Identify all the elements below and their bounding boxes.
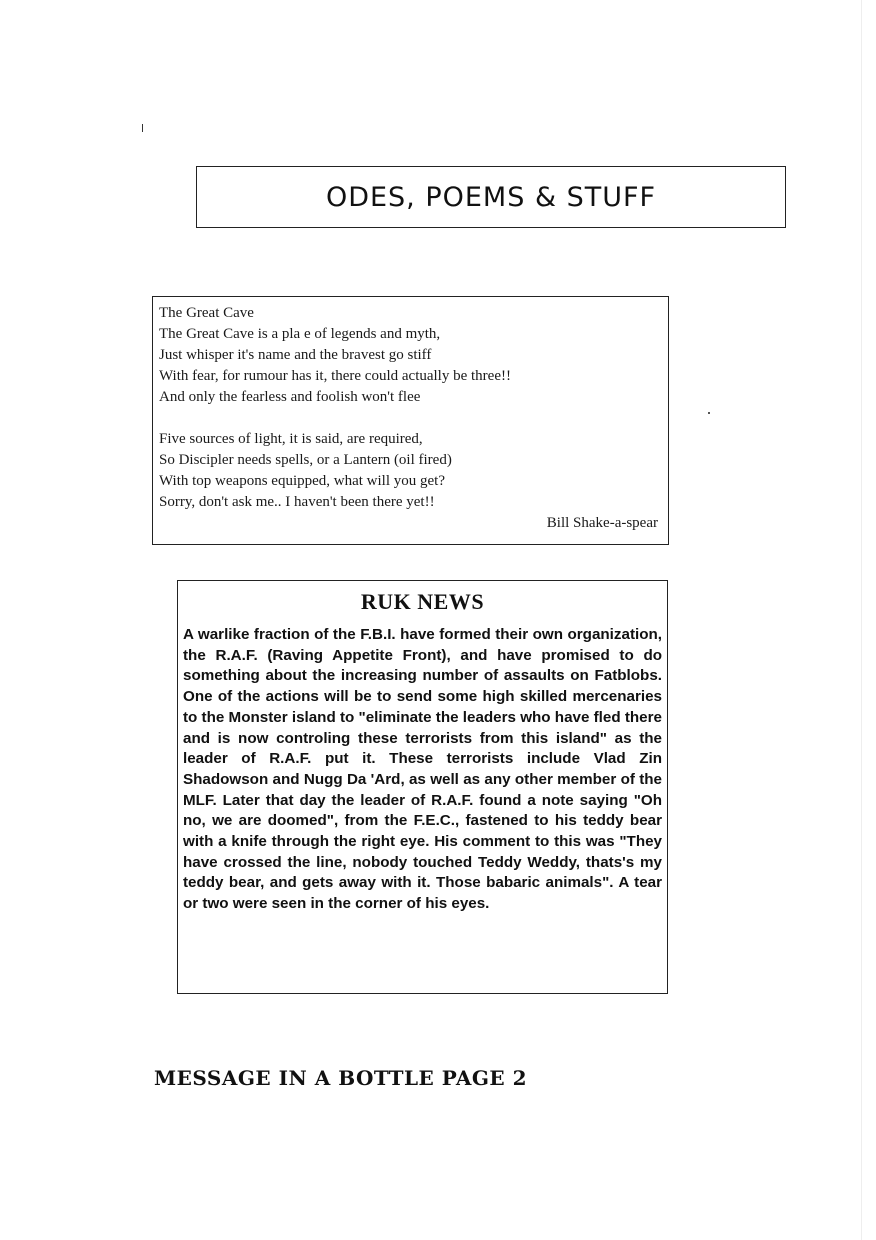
poem-line: The Great Cave is a pla e of legends and myth, bbox=[159, 326, 441, 342]
poem-line: So Discipler needs spells, or a Lantern (oil fired) bbox=[159, 452, 452, 468]
section-title: ODES, POEMS & STUFF bbox=[325, 181, 657, 213]
stanza-gap bbox=[159, 408, 662, 429]
poem-line: Five sources of light, it is said, are required, bbox=[159, 431, 423, 447]
stray-dot bbox=[708, 412, 710, 414]
poem-box bbox=[152, 296, 669, 545]
poem-author: Bill Shake-a-spear bbox=[546, 515, 658, 531]
poem-line: With fear, for rumour has it, there could actually be three!! bbox=[159, 368, 511, 384]
section-header-box bbox=[196, 166, 786, 228]
poem-line: With top weapons equipped, what will you get? bbox=[159, 473, 446, 489]
poem-line: And only the fearless and foolish won't flee bbox=[159, 389, 421, 405]
poem-title: The Great Cave bbox=[159, 305, 254, 321]
footer-title: MESSAGE IN A BOTTLE PAGE 2 bbox=[154, 1066, 528, 1090]
news-title: RUK NEWS bbox=[360, 589, 485, 614]
page-edge-shadow bbox=[861, 0, 862, 1240]
stray-mark bbox=[142, 124, 143, 132]
poem-line: Sorry, don't ask me.. I haven't been there yet!! bbox=[159, 494, 435, 510]
poem-line: Just whisper it's name and the bravest go stiff bbox=[159, 347, 432, 363]
news-body: A warlike fraction of the F.B.I. have formed their own organization, the R.A.F. (Raving Appetite Front), and have promised to do something about the increasing number of assaults on Fatblobs. One of the actions will be to send some high skilled mercenaries to the Monster island to "eliminate the leaders who have fled there and is now controling these terrorists from this island" as the leader of R.A.F. put it. These terrorists include Vlad Zin Shadowson and Nugg Da 'Ard, as well as any other member of the MLF. Later that day the leader of R.A.F. found a note saying "Oh no, we are doomed", from the F.E.C., fastened to his teddy bear with a knife through the right eye. His comment to this was "They have crossed the line, nobody touched Teddy Weddy, thats's my teddy bear, and gets away with it. Those babaric animals". A tear or two were seen in the corner of his eyes. bbox=[183, 626, 662, 913]
news-box bbox=[177, 580, 668, 994]
